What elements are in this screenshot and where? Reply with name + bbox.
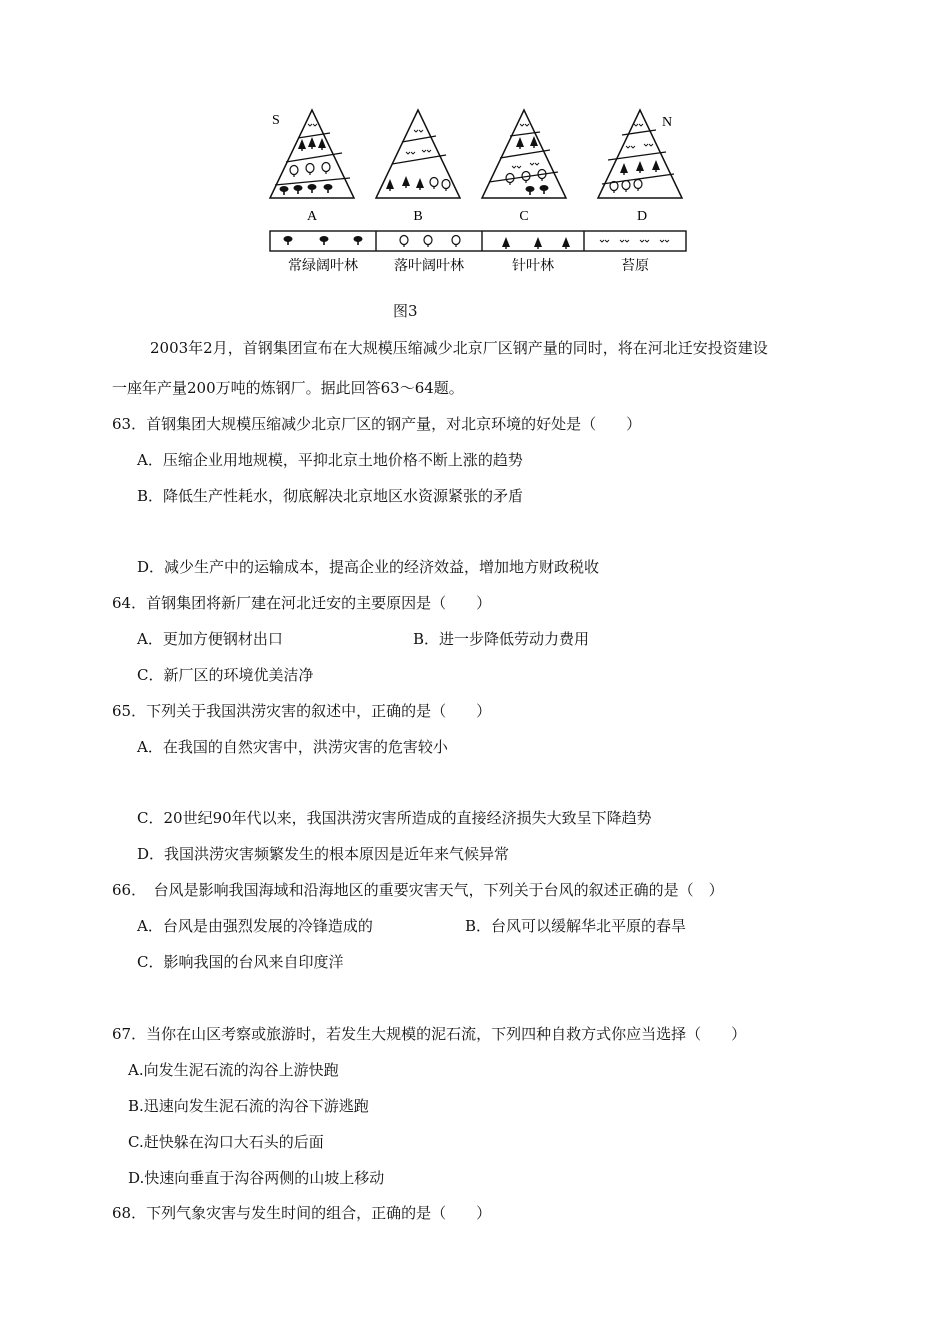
q67-option-d: D.快速向垂直于沟谷两侧的山坡上移动 — [128, 1169, 385, 1187]
pyramid-label-d: D — [636, 209, 648, 224]
pyramid-c — [482, 110, 566, 198]
legend-evergreen-broadleaf: 常绿阔叶林 — [288, 258, 358, 274]
q64-option-a: A．更加方便钢材出口 — [137, 630, 283, 648]
pyramid-a — [270, 110, 354, 198]
q65-stem: 65．下列关于我国洪涝灾害的叙述中，正确的是（ ） — [112, 702, 492, 720]
q66-option-b: B．台风可以缓解华北平原的春旱 — [465, 917, 687, 935]
q66-option-a: A．台风是由强烈发展的冷锋造成的 — [137, 917, 373, 935]
q67-option-c: C.赶快躲在沟口大石头的后面 — [128, 1133, 324, 1151]
pyramid-b — [376, 110, 460, 198]
q65-option-c: C．20世纪90年代以来，我国洪涝灾害所造成的直接经济损失大致呈下降趋势 — [137, 809, 652, 827]
pyramid-label-c: C — [519, 209, 529, 224]
q64-option-c: C．新厂区的环境优美洁净 — [137, 666, 314, 684]
q66-option-c: C．影响我国的台风来自印度洋 — [137, 953, 344, 971]
legend-coniferous: 针叶林 — [512, 258, 554, 274]
q68-stem: 68．下列气象灾害与发生时间的组合，正确的是（ ） — [112, 1204, 492, 1222]
figure-caption: 图3 — [393, 302, 418, 320]
q64-stem: 64．首钢集团将新厂建在河北迁安的主要原因是（ ） — [112, 594, 492, 612]
legend — [270, 231, 686, 274]
q64-option-b: B．进一步降低劳动力费用 — [413, 630, 590, 648]
q66-stem: 66． 台风是影响我国海域和沿海地区的重要灾害天气，下列关于台风的叙述正确的是（ ） — [112, 881, 724, 899]
q63-option-d: D．减少生产中的运输成本，提高企业的经济效益，增加地方财政税收 — [137, 558, 600, 576]
intro-line-1: 2003年2月，首钢集团宣布在大规模压缩减少北京厂区钢产量的同时，将在河北迁安投资建设 — [150, 339, 768, 357]
q67-option-b: B.迅速向发生泥石流的沟谷下游逃跑 — [128, 1097, 369, 1115]
q63-option-a: A．压缩企业用地规模，平抑北京土地价格不断上涨的趋势 — [137, 451, 523, 469]
legend-tundra: 苔原 — [621, 258, 649, 274]
q65-option-a: A．在我国的自然灾害中，洪涝灾害的危害较小 — [137, 738, 448, 756]
q67-stem: 67．当你在山区考察或旅游时，若发生大规模的泥石流，下列四种自救方式你应当选择（ ） — [112, 1025, 747, 1043]
pyramid-label-a: A — [306, 209, 318, 224]
intro-line-2: 一座年产量200万吨的炼钢厂。据此回答63～64题。 — [112, 379, 464, 397]
north-label: N — [662, 115, 673, 130]
south-label: S — [272, 113, 280, 128]
q63-option-b: B．降低生产性耗水，彻底解决北京地区水资源紧张的矛盾 — [137, 487, 524, 505]
q67-option-a: A.向发生泥石流的沟谷上游快跑 — [128, 1061, 339, 1079]
q65-option-d: D．我国洪涝灾害频繁发生的根本原因是近年来气候异常 — [137, 845, 510, 863]
q63-stem: 63．首钢集团大规模压缩减少北京厂区的钢产量，对北京环境的好处是（ ） — [112, 415, 642, 433]
legend-deciduous-broadleaf: 落叶阔叶林 — [394, 258, 464, 274]
figure-svg — [258, 100, 698, 290]
pyramid-label-b: B — [413, 209, 423, 224]
vegetation-zonation-figure — [258, 100, 698, 290]
